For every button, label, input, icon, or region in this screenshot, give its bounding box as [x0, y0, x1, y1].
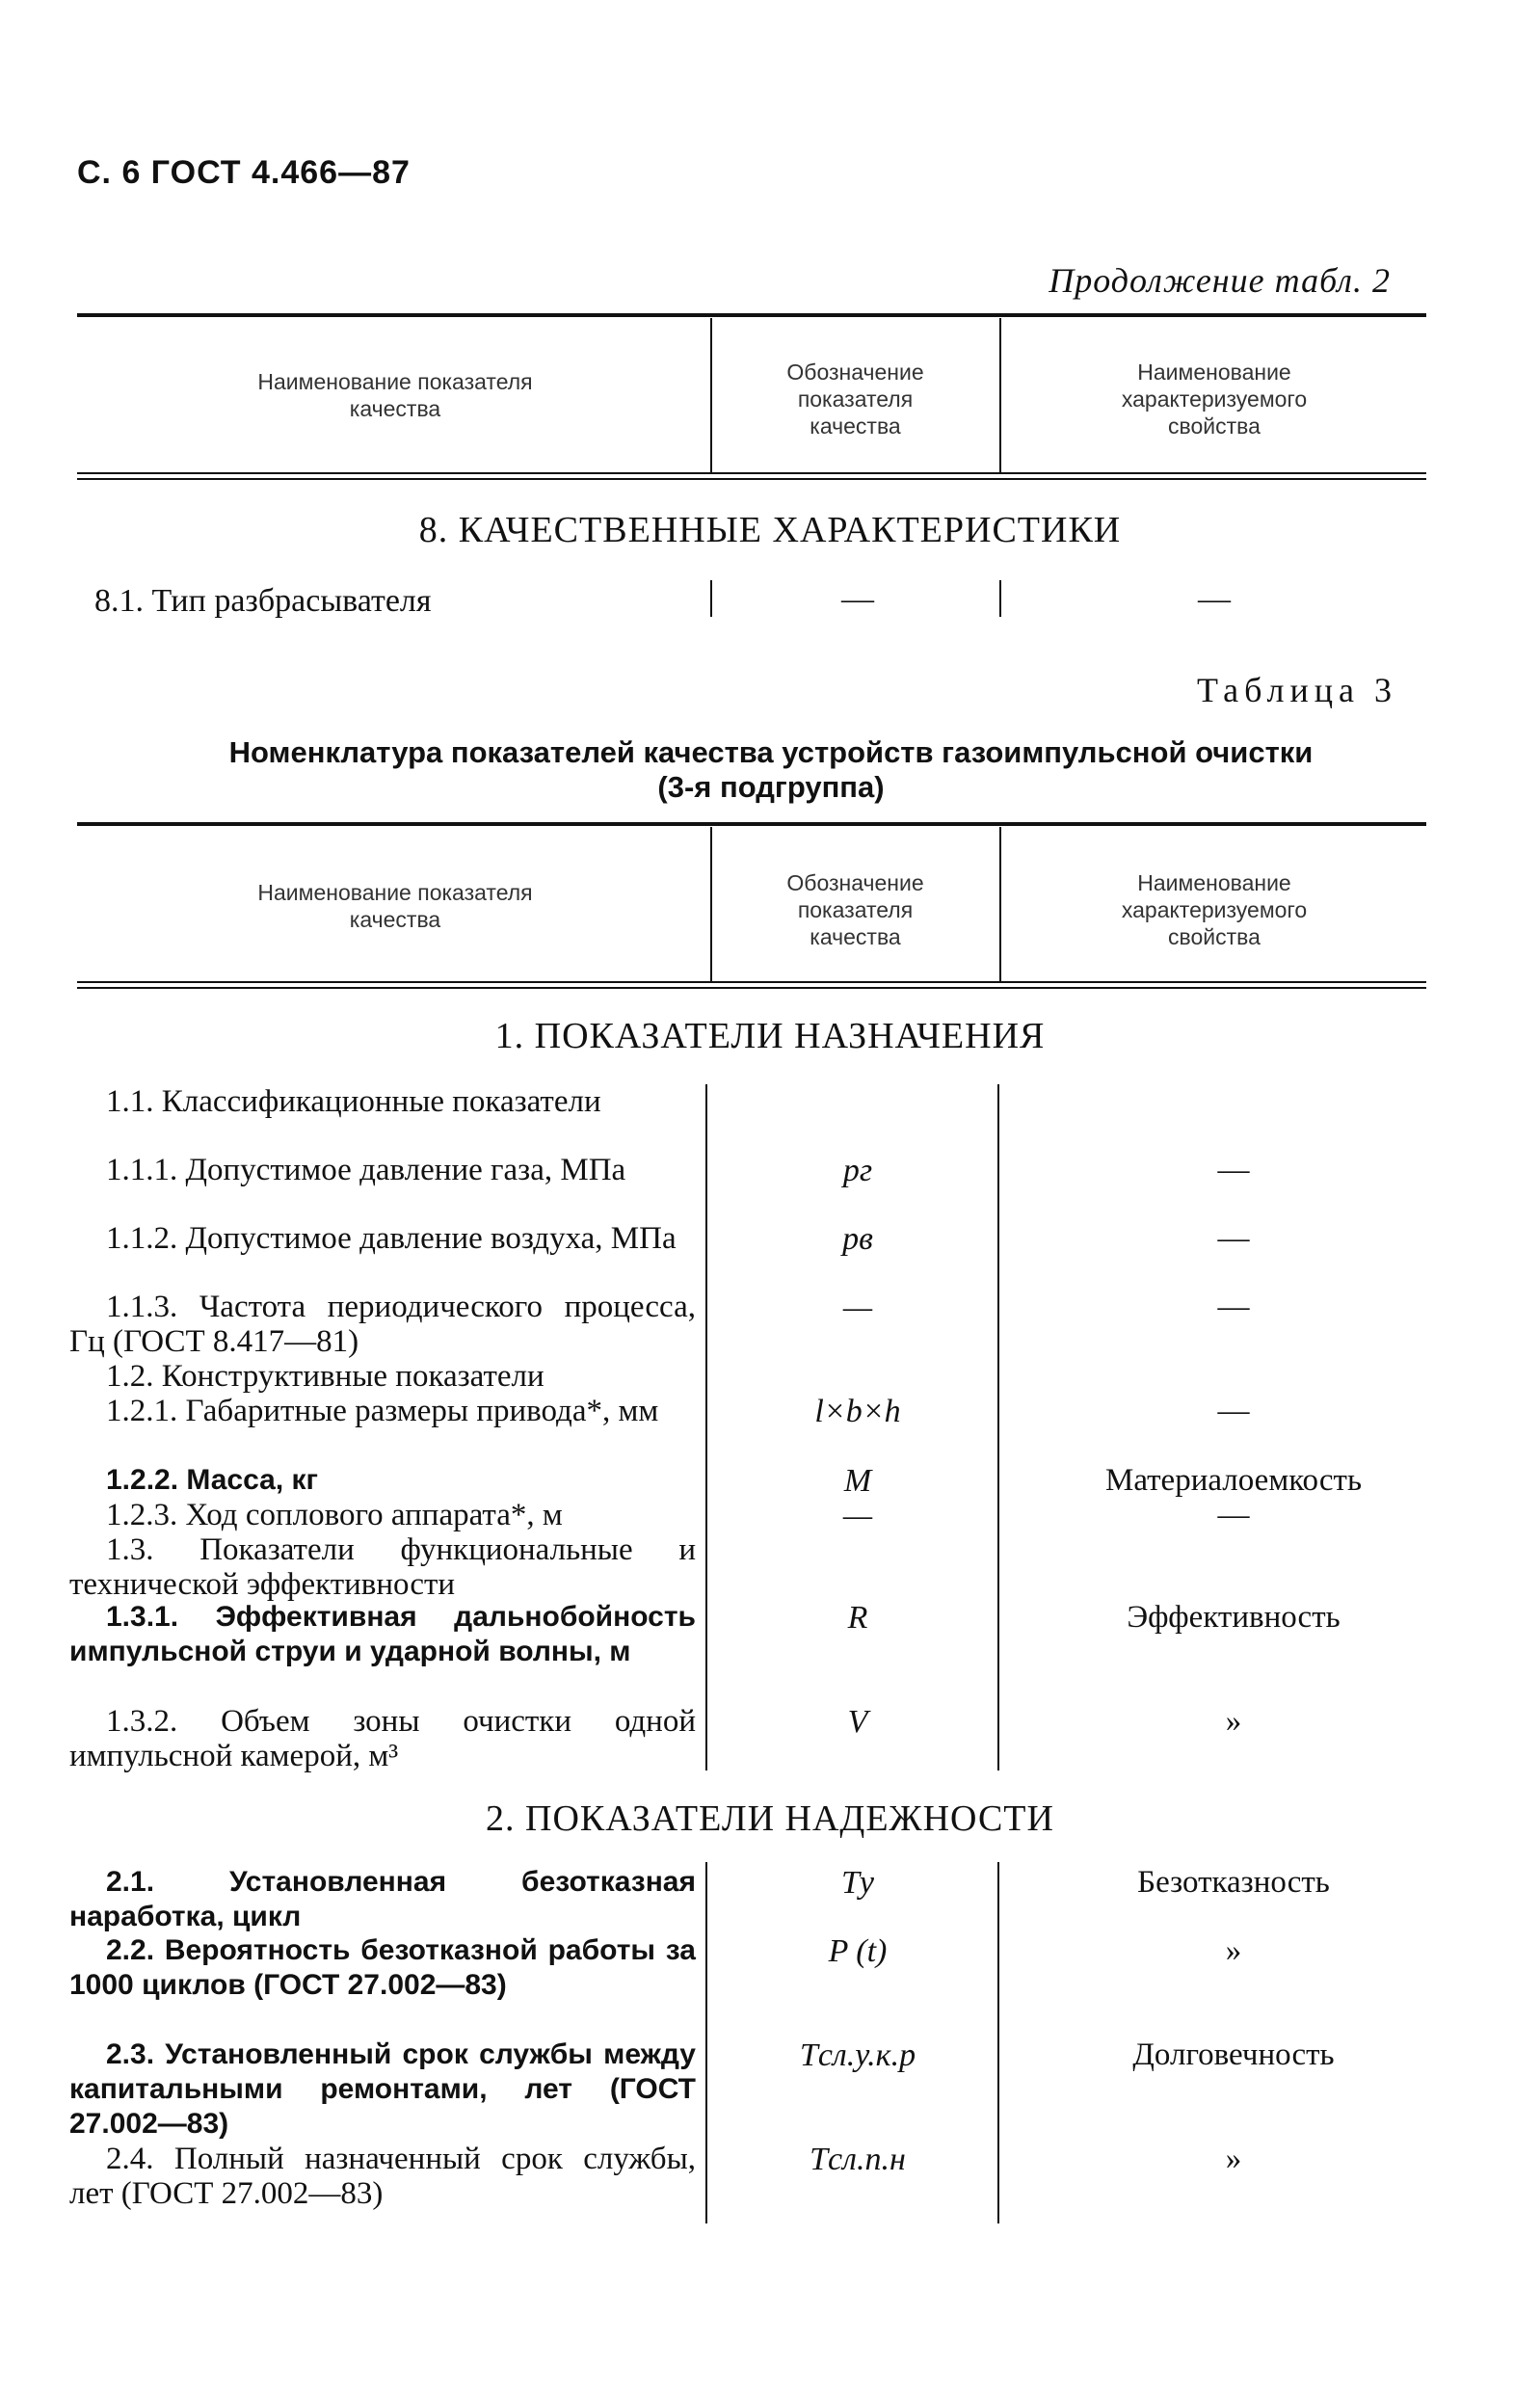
table-row-symbol: R [847, 1600, 868, 1636]
table-row-symbol: — [842, 1290, 873, 1325]
table-row-name: 1.2. Конструктивные показатели [106, 1359, 544, 1394]
header-symbol: Обозначение показателя качества [786, 359, 924, 439]
table-row-symbol: Tсл.у.к.р [799, 2037, 916, 2073]
section-title: 1. ПОКАЗАТЕЛИ НАЗНАЧЕНИЯ [494, 1016, 1046, 1056]
table-row-symbol: pв [842, 1221, 873, 1257]
rule [77, 313, 1426, 317]
column-divider [999, 827, 1001, 981]
table-row-name: 1.1.2. Допустимое давление воздуха, МПа [106, 1221, 677, 1256]
table-row-property: Безотказность [1137, 1865, 1330, 1900]
table-row-property: — [1217, 1290, 1250, 1324]
table-row-name: 1.2.2. Масса, кг [106, 1464, 319, 1496]
table-row-name: 1.1.1. Допустимое давление газа, МПа [106, 1153, 626, 1187]
table-row-symbol: — [842, 1498, 873, 1533]
table-row-name: 1.1. Классификационные показатели [106, 1084, 601, 1119]
table-row-property: » [1225, 2142, 1242, 2176]
table-row-symbol: l×b×h [814, 1394, 901, 1429]
table-row-property: » [1225, 1933, 1242, 1968]
column-divider [710, 827, 712, 981]
table-row-symbol: V [847, 1704, 868, 1740]
column-divider [705, 1084, 707, 1770]
column-divider [710, 580, 712, 617]
table-row-property: — [1217, 1394, 1250, 1428]
table-row-name: 1.3.1. Эффективная дальнобойность импульсной струи и ударной волны, м [69, 1601, 696, 1667]
table-row-property: Эффективность [1127, 1600, 1341, 1635]
table-row-property: — [1217, 1498, 1250, 1532]
table-row-name: 1.2.3. Ход соплового аппарата*, м [106, 1498, 563, 1532]
header-symbol: Обозначение показателя качества [786, 870, 924, 949]
header-property: Наименование характеризуемого свойства [1121, 359, 1308, 439]
table-row-name: 1.2.1. Габаритные размеры привода*, мм [106, 1394, 659, 1428]
table-row-symbol: pг [842, 1153, 873, 1188]
table2-row-name: 8.1. Тип разбрасывателя [94, 583, 432, 619]
table-row-property: Долговечность [1132, 2037, 1335, 2072]
section-title: 2. ПОКАЗАТЕЛИ НАДЕЖНОСТИ [486, 1798, 1054, 1839]
table-title: Номенклатура показателей качества устройств газоимпульсной очистки (3-я подгруппа) [228, 735, 1314, 804]
column-divider [999, 318, 1001, 472]
table-row-name: 2.4. Полный назначенный срок службы, лет (ГОСТ 27.002—83) [69, 2142, 696, 2211]
table-row-name: 2.1. Установленная безотказная наработка, цикл [69, 1866, 696, 1932]
rule [77, 822, 1426, 826]
table-row-property: » [1225, 1704, 1242, 1739]
header-property: Наименование характеризуемого свойства [1121, 870, 1308, 949]
column-divider [710, 318, 712, 472]
table-row-property: Материалоемкость [1105, 1463, 1362, 1498]
table-row-symbol: P (t) [828, 1933, 888, 1969]
header-name: Наименование показателя качества [257, 880, 533, 932]
rule [77, 472, 1426, 474]
table-row-property: — [1217, 1153, 1250, 1187]
table2-row-property: — [1198, 581, 1231, 617]
rule [77, 981, 1426, 983]
table-row-property: — [1217, 1221, 1250, 1256]
header-name: Наименование показателя качества [257, 369, 533, 421]
rule [77, 478, 1426, 480]
page-header: С. 6 ГОСТ 4.466—87 [77, 154, 411, 191]
table-row-name: 2.2. Вероятность безотказной работы за 1000 циклов (ГОСТ 27.002—83) [69, 1934, 696, 2001]
table-row-symbol: M [843, 1463, 872, 1499]
table-row-name: 1.3.2. Объем зоны очистки одной импульсной камерой, м³ [69, 1704, 696, 1773]
section-title: 8. КАЧЕСТВЕННЫЕ ХАРАКТЕРИСТИКИ [418, 510, 1122, 550]
table-row-name: 1.1.3. Частота периодического процесса, Гц (ГОСТ 8.417—81) [69, 1290, 696, 1359]
rule [77, 987, 1426, 989]
table-row-name: 1.3. Показатели функциональные и технической эффективности [69, 1532, 696, 1602]
table2-row-symbol: — [841, 581, 874, 617]
table-row-name: 2.3. Установленный срок службы между капитальными ремонтами, лет (ГОСТ 27.002—83) [69, 2038, 696, 2140]
table-number: Таблица 3 [1197, 671, 1397, 709]
column-divider [999, 580, 1001, 617]
column-divider [705, 1862, 707, 2223]
table-row-symbol: Tу [841, 1865, 874, 1901]
continuation-label: Продолжение табл. 2 [1049, 261, 1391, 300]
table-row-symbol: Tсл.п.н [810, 2142, 906, 2177]
